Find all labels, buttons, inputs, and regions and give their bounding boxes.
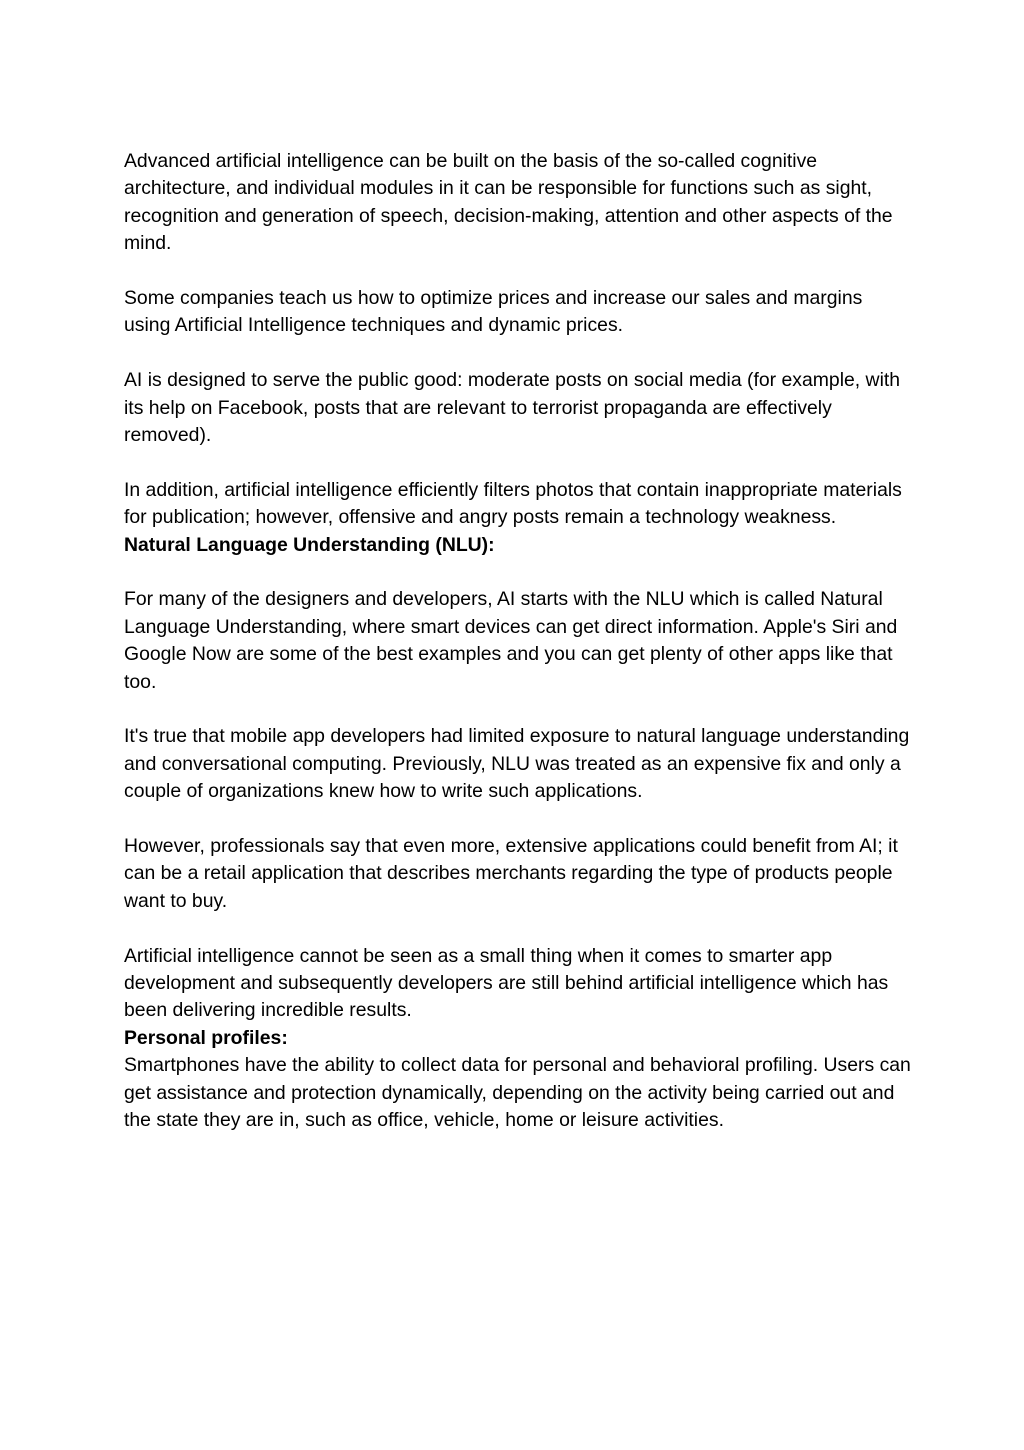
paragraph-personal-profiles: Smartphones have the ability to collect data for personal and behavioral profiling. Users can get assistance and protection dynamically, depending on the activity being carried out and the state they are in, such as office, vehicle, home or leisure activities. (124, 1054, 911, 1132)
paragraph-cognitive-architecture: Advanced artificial intelligence can be built on the basis of the so-called cognitive architecture, and individual modules in it can be responsible for functions such as sight, recognition and generation of speech, decision-making, attention and other aspects of the mind. (124, 150, 893, 255)
paragraph-nlu-intro: For many of the designers and developers, AI starts with the NLU which is called Natural Language Understanding, where smart devices can get direct information. Apple's Siri and Google Now are some of the best examples and you can get plenty of other apps like that too. (124, 588, 898, 693)
paragraph-photo-filtering: In addition, artificial intelligence efficiently filters photos that contain inappropriate materials for publication; however, offensive and angry posts remain a technology weakness. (124, 478, 902, 529)
document-page (124, 148, 914, 1135)
paragraph-nlu-retail: However, professionals say that even more, extensive applications could benefit from AI; it can be a retail application that describes merchants regarding the type of products people want to buy. (124, 835, 898, 912)
section-heading-nlu: Natural Language Understanding (NLU): (124, 533, 495, 556)
paragraph-public-good: AI is designed to serve the public good: moderate posts on social media (for example, with its help on Facebook, posts that are relevant to terrorist propaganda are effectively removed). (124, 369, 901, 447)
paragraph-nlu-results: Artificial intelligence cannot be seen as a small thing when it comes to smarter app development and subsequently developers are still behind artificial intelligence which has been delivering incredible results. (124, 944, 889, 1022)
section-heading-personal-profiles: Personal profiles: (124, 1026, 288, 1049)
paragraph-dynamic-prices: Some companies teach us how to optimize prices and increase our sales and margins using Artificial Intelligence techniques and dynamic prices. (124, 287, 863, 337)
paragraph-nlu-exposure: It's true that mobile app developers had limited exposure to natural language understanding and conversational computing. Previously, NLU was treated as an expensive fix and only a couple of organizations knew how to write such applications. (124, 725, 910, 803)
